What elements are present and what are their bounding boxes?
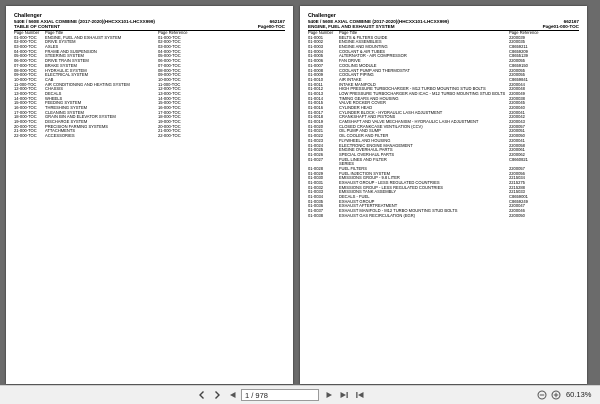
last-page-icon[interactable] [338, 389, 350, 401]
page-number-cell: 01-0030 [308, 176, 324, 181]
page-reference-cell: 10-000-TOC [158, 77, 181, 82]
page-reference-cell: C8659841 [509, 77, 528, 82]
page-reference-cell: 11-000-TOC [158, 82, 181, 87]
page-number-cell: 01-0024 [308, 143, 324, 148]
page-reference-cell: 2200046 [509, 209, 525, 214]
page-number-cell: 21-000-TOC [14, 129, 37, 134]
document-code: 662167 [269, 19, 285, 24]
page-number-cell: 01-0026 [308, 152, 324, 157]
page-number-cell: 01-0022 [308, 134, 324, 139]
page-number-cell: 09-000-TOC [14, 73, 37, 78]
back-icon[interactable] [196, 389, 208, 401]
page-reference-cell: 02-000-TOC [158, 40, 181, 45]
page-title-cell: EMISSIONS TANK ASSEMBLY [339, 190, 397, 195]
page-title-cell: EXHAUST GROUP - LESS REGULATED COUNTRIES [339, 181, 440, 185]
page-reference-cell: 16-000-TOC [158, 106, 181, 110]
page-number-cell: 12-000-TOC [14, 87, 37, 92]
column-header: Page Reference [158, 31, 188, 35]
page-number-cell: 06-000-TOC [14, 59, 37, 64]
column-header: Page Title [339, 31, 358, 35]
page-number-cell: 01-0002 [308, 40, 324, 45]
viewer-toolbar [0, 385, 600, 404]
page-reference-cell: 17-000-TOC [158, 110, 181, 115]
page-number-cell: 01-0034 [308, 195, 324, 200]
page-reference-cell: 22-000-TOC [158, 134, 181, 139]
page-number-cell: 01-0011 [308, 82, 323, 87]
page-reference-cell: 2215033 [509, 190, 525, 195]
page-title-cell: FRAME AND SUSPENSION [45, 49, 97, 54]
page-number-cell: 01-0023 [308, 138, 324, 143]
page-reference-cell: 05-000-TOC [158, 54, 181, 59]
page-title-cell: FUEL FILTERS [339, 166, 367, 171]
page-title-cell: VALVE ROCKER COVER [339, 101, 386, 106]
page-title-cell: CYLINDER HEAD [339, 106, 373, 110]
page-reference-cell: 2200055 [509, 73, 525, 78]
page-title-cell: OIL PUMP AND SUMP [339, 129, 381, 134]
brand-name: Challenger [14, 13, 42, 19]
page-number-cell: 01-0005 [308, 54, 324, 59]
page-number-cell: 01-0012 [308, 87, 324, 92]
page-reference-cell: 2200040 [509, 106, 525, 110]
page-title-cell: COOLANT & AIR TUBES [339, 49, 386, 54]
page-reference: Page01-000-TOC [542, 24, 579, 29]
table-row [14, 134, 285, 139]
page-reference-cell: 2200051 [509, 129, 525, 134]
page-title-cell: ENGINE, FUEL AND EXHAUST SYSTEM [45, 35, 122, 40]
page-reference-cell: 14-000-TOC [158, 96, 181, 101]
page-number-cell: 01-0009 [308, 73, 324, 78]
page-number-cell: 17-000-TOC [14, 110, 37, 115]
page-reference-cell: 04-000-TOC [158, 49, 181, 54]
page-title-cell: EXHAUST MANIFOLD - M12 TURBO MOUNTING STUD BOLTS [339, 209, 458, 214]
page-reference-cell: 12-000-TOC [158, 87, 181, 92]
section-title: TABLE OF CONTENT [14, 24, 61, 29]
page-reference-cell: 20-000-TOC [158, 124, 181, 129]
page-number-input[interactable]: 1 / 978 [241, 389, 319, 401]
page-reference-cell: 2200050 [509, 134, 525, 139]
page-reference-cell: C8660821 [509, 157, 528, 162]
page-title-cell: CYLINDER BLOCK - HYDRAULIC LASH ADJUSTMENT [339, 110, 443, 115]
page-number-cell: 01-0033 [308, 190, 324, 195]
page-number-cell: 01-0013 [308, 91, 324, 96]
page-reference-cell: 2200039 [509, 35, 525, 40]
page-title-cell: STEERING SYSTEM [45, 54, 84, 59]
page-title-cell: CLOSED CRANKCASE VENTILATION (CCV) [339, 124, 423, 129]
column-header: Page Number [14, 31, 40, 35]
page-number-cell: 20-000-TOC [14, 124, 37, 129]
page-title-cell: FUEL INJECTION SYSTEM [339, 171, 391, 176]
page-reference-cell: 19-000-TOC [158, 120, 181, 125]
page-reference-cell: C8659001 [509, 195, 528, 200]
page-reference-cell: C8659211 [509, 45, 528, 50]
page-reference-cell: 09-000-TOC [158, 73, 181, 78]
page-number-cell: 01-0006 [308, 59, 324, 64]
page-reference-cell: 07-000-TOC [158, 63, 181, 68]
page-number-cell: 16-000-TOC [14, 106, 37, 110]
page-title-cell: CHASSIS [45, 87, 63, 92]
page-reference-cell: 2200038 [509, 96, 525, 101]
page-reference-cell: 15-000-TOC [158, 101, 181, 106]
page-title-cell: INTAKE MANIFOLD [339, 82, 376, 87]
page-number-cell: 01-0027 [308, 157, 324, 162]
page-reference-cell: 21-000-TOC [158, 129, 181, 134]
table-row [308, 214, 579, 219]
page-reference-cell: 2200048 [509, 87, 525, 92]
page-number-cell: 01-0028 [308, 166, 324, 171]
page-reference-cell: 2200050 [509, 213, 525, 218]
page-title-cell: ACCESSORIES [45, 134, 75, 139]
page-number-cell: 01-0018 [308, 115, 324, 120]
page-title-cell: FUEL LINES AND FILTER [339, 157, 387, 162]
page-number-cell: 01-0032 [308, 185, 324, 190]
page-title-cell: ALTERNATOR - AIR COMPRESSOR [339, 54, 407, 59]
page-reference-cell: 13-000-TOC [158, 91, 181, 96]
page-title-cell: TIMING GEARS AND HOUSING [339, 96, 399, 101]
page-reference-cell: 08-000-TOC [158, 68, 181, 73]
page-title-cell: FAN DRIVE [339, 59, 361, 64]
page-title-cell: EXHAUST GROUP [339, 199, 375, 204]
page-number-cell: 15-000-TOC [14, 101, 37, 106]
page-reference-cell: C8659209 [509, 49, 528, 54]
model-title: 540E / 560E AXIAL COMBINE (2017-2020)(HHCXX101-LHCXX999) [308, 19, 449, 24]
page-number-cell: 01-0025 [308, 148, 324, 153]
page-reference-cell: 2200057 [509, 124, 525, 129]
page-reference-cell: 2215288 [509, 185, 525, 190]
document-page-left [6, 6, 293, 384]
page-number-cell: 05-000-TOC [14, 54, 37, 59]
page-title-cell: DRIVE SYSTEM [45, 40, 76, 45]
page-title-cell: COOLANT PIPING [339, 73, 374, 78]
page-title-cell: ATTACHMENTS [45, 129, 76, 134]
page-reference-cell: 2215275 [509, 181, 525, 185]
page-reference-cell: 2215034 [509, 176, 525, 181]
section-title: ENGINE, FUEL AND EXHAUST SYSTEM [308, 24, 395, 29]
parts-table [308, 31, 579, 219]
page-title-cell: GRAIN BIN AND ELEVATOR SYSTEM [45, 115, 116, 120]
page-reference-cell: 2200047 [509, 204, 525, 209]
page-title-cell: SERIES [339, 162, 355, 167]
page-reference-cell: 2200041 [509, 110, 525, 115]
page-reference-cell: 2200061 [509, 148, 525, 153]
previous-page-icon[interactable] [227, 389, 239, 401]
page-number-cell: 01-0016 [308, 106, 324, 110]
page-reference-cell: 2200035 [509, 40, 525, 45]
page-number-cell: 01-0004 [308, 49, 324, 54]
page-reference-cell: 2200044 [509, 82, 525, 87]
page-number-cell: 01-000-TOC [14, 35, 37, 40]
page-reference: Page00-TOC [257, 24, 285, 29]
page-title-cell: THRESHING SYSTEM [45, 106, 88, 110]
page-title-cell: ENGINE AND MOUNTING [339, 45, 388, 50]
page-number-cell: 18-000-TOC [14, 115, 37, 120]
zoom-in-icon[interactable] [550, 389, 562, 401]
column-header: Page Reference [509, 31, 539, 35]
page-number-cell: 01-0014 [308, 96, 324, 101]
page-reference-cell: 2200045 [509, 101, 525, 106]
brand-name: Challenger [308, 13, 336, 19]
page-number-cell: 01-0001 [308, 35, 324, 40]
page-title-cell: COOLANT PUMP AND THERMOSTAT [339, 68, 410, 73]
page-title-cell: ELECTRONIC ENGINE MANAGEMENT [339, 143, 413, 148]
page-reference-cell: 2200043 [509, 120, 525, 125]
page-title-cell: CLEANING SYSTEM [45, 110, 84, 115]
zoom-out-icon[interactable] [536, 389, 548, 401]
page-reference-cell: 2200057 [509, 166, 525, 171]
next-page-icon[interactable] [323, 389, 335, 401]
page-reference-cell: 06-000-TOC [158, 59, 181, 64]
column-header: Page Number [308, 31, 334, 35]
page-number-cell: 04-000-TOC [14, 49, 37, 54]
page-number-cell: 07-000-TOC [14, 63, 37, 68]
page-reference-cell: 2200056 [509, 171, 525, 176]
page-reference-cell: 2200055 [509, 68, 525, 73]
page-number-cell: 01-0020 [308, 124, 324, 129]
page-number-cell: 01-0031 [308, 181, 324, 185]
page-reference-cell: 2200058 [509, 143, 525, 148]
page-number-cell: 01-0007 [308, 63, 324, 68]
page-title-cell: ENGINE ASSEMBLIES [339, 40, 382, 45]
page-title-cell: ENGINE OVERHAUL PARTS [339, 148, 393, 153]
page-number-cell: 01-0021 [308, 129, 324, 134]
page-title-cell: COOLING MODULE [339, 63, 377, 68]
page-title-cell: AIR INTAKE [339, 77, 362, 82]
page-reference-cell: C8659150 [509, 63, 528, 68]
page-title-cell: LOW PRESSURE TURBOCHARGER AND ICAC - M12 TURBO MOUNTING STUD BOLTS [339, 91, 506, 96]
page-title-cell: AXLES [45, 45, 59, 50]
page-reference-cell: 2200042 [509, 115, 525, 120]
page-number-cell: 01-0029 [308, 171, 324, 176]
page-title-cell: DECALS [45, 91, 62, 96]
page-title-cell: AIR CONDITIONING AND HEATING SYSTEM [45, 82, 130, 87]
page-number-cell: 01-0015 [308, 101, 324, 106]
page-title-cell: CRANKSHAFT AND PISTONS [339, 115, 396, 120]
page-title-cell: DRIVE TRAIN SYSTEM [45, 59, 89, 64]
page-title-cell: EMISSIONS GROUP - 9.8 LITER [339, 176, 400, 181]
page-number-cell: 14-000-TOC [14, 96, 37, 101]
page-number-cell: 08-000-TOC [14, 68, 37, 73]
page-title-cell: CAB [45, 77, 54, 82]
page-title-cell: OIL COOLER AND FILTER [339, 134, 389, 139]
page-reference-cell: 18-000-TOC [158, 115, 181, 120]
page-number-cell: 19-000-TOC [14, 120, 37, 125]
document-code: 662167 [563, 19, 579, 24]
page-title-cell: SPECIAL OVERHAUL PARTS [339, 152, 395, 157]
page-number-cell: 01-0017 [308, 110, 324, 115]
page-number-cell: 03-000-TOC [14, 45, 37, 50]
page-number-cell: 22-000-TOC [14, 134, 37, 139]
page-title-cell: DISCHARGE SYSTEM [45, 120, 88, 125]
page-number-cell: 01-0008 [308, 68, 324, 73]
page-number-cell: 01-0037 [308, 209, 324, 214]
page-title-cell: ELECTRICAL SYSTEM [45, 73, 89, 78]
page-number-cell: 10-000-TOC [14, 77, 37, 82]
page-title-cell: FLYWHEEL AND HOUSING [339, 138, 391, 143]
page-title-cell: DECALS - FUEL [339, 195, 370, 200]
page-number-cell: 13-000-TOC [14, 91, 37, 96]
page-title-cell: WHEELS [45, 96, 63, 101]
first-page-icon[interactable] [354, 389, 366, 401]
page-title-cell: EXHAUST GAS RECIRCULATION (EGR) [339, 213, 416, 218]
page-reference-cell: C8659249 [509, 199, 528, 204]
page-reference-cell: 2200062 [509, 152, 525, 157]
page-title-cell: EMISSIONS GROUP - LESS REGULATED COUNTRIES [339, 185, 444, 190]
page-number-cell: 01-0010 [308, 77, 324, 82]
model-title: 540E / 560E AXIAL COMBINE (2017-2020)(HHCXX101-LHCXX999) [14, 19, 155, 24]
page-title-cell: BELTS & FILTERS GUIDE [339, 35, 388, 40]
page-number-cell: 01-0003 [308, 45, 324, 50]
page-title-cell: CAMSHAFT AND VALVE MECHANISM - HYDRAULIC LASH ADJUSTMENT [339, 120, 479, 125]
document-page-right [300, 6, 587, 384]
toc-table [14, 31, 285, 139]
page-number-cell: 01-0036 [308, 204, 324, 209]
page-title-cell: HYDRAULIC SYSTEM [45, 68, 87, 73]
page-reference-cell: 03-000-TOC [158, 45, 181, 50]
page-number-cell: 01-0035 [308, 199, 324, 204]
forward-icon[interactable] [211, 389, 223, 401]
page-number-cell: 01-0019 [308, 120, 324, 125]
column-header: Page Title [45, 31, 64, 35]
page-title-cell: HIGH PRESSURE TURBOCHARGER - M12 TURBO MOUNTING STUD BOLTS [339, 87, 486, 92]
page-title-cell: PRECISION FARMING SYSTEMS [45, 124, 109, 129]
page-number-cell: 02-000-TOC [14, 40, 37, 45]
page-reference-cell: 2200041 [509, 138, 525, 143]
page-title-cell: FEEDING SYSTEM [45, 101, 82, 106]
page-reference-cell: C8655139 [509, 54, 528, 59]
page-reference-cell: 2200055 [509, 59, 525, 64]
zoom-level[interactable]: 60.13% [566, 390, 592, 399]
page-title-cell: BRAKE SYSTEM [45, 63, 77, 68]
page-reference-cell: 2200049 [509, 91, 525, 96]
page-title-cell: EXHAUST AFTERTREATMENT [339, 204, 398, 209]
page-number-cell: 11-000-TOC [14, 82, 37, 87]
page-reference-cell: 01-000-TOC [158, 35, 181, 40]
page-number-cell: 01-0038 [308, 213, 324, 218]
